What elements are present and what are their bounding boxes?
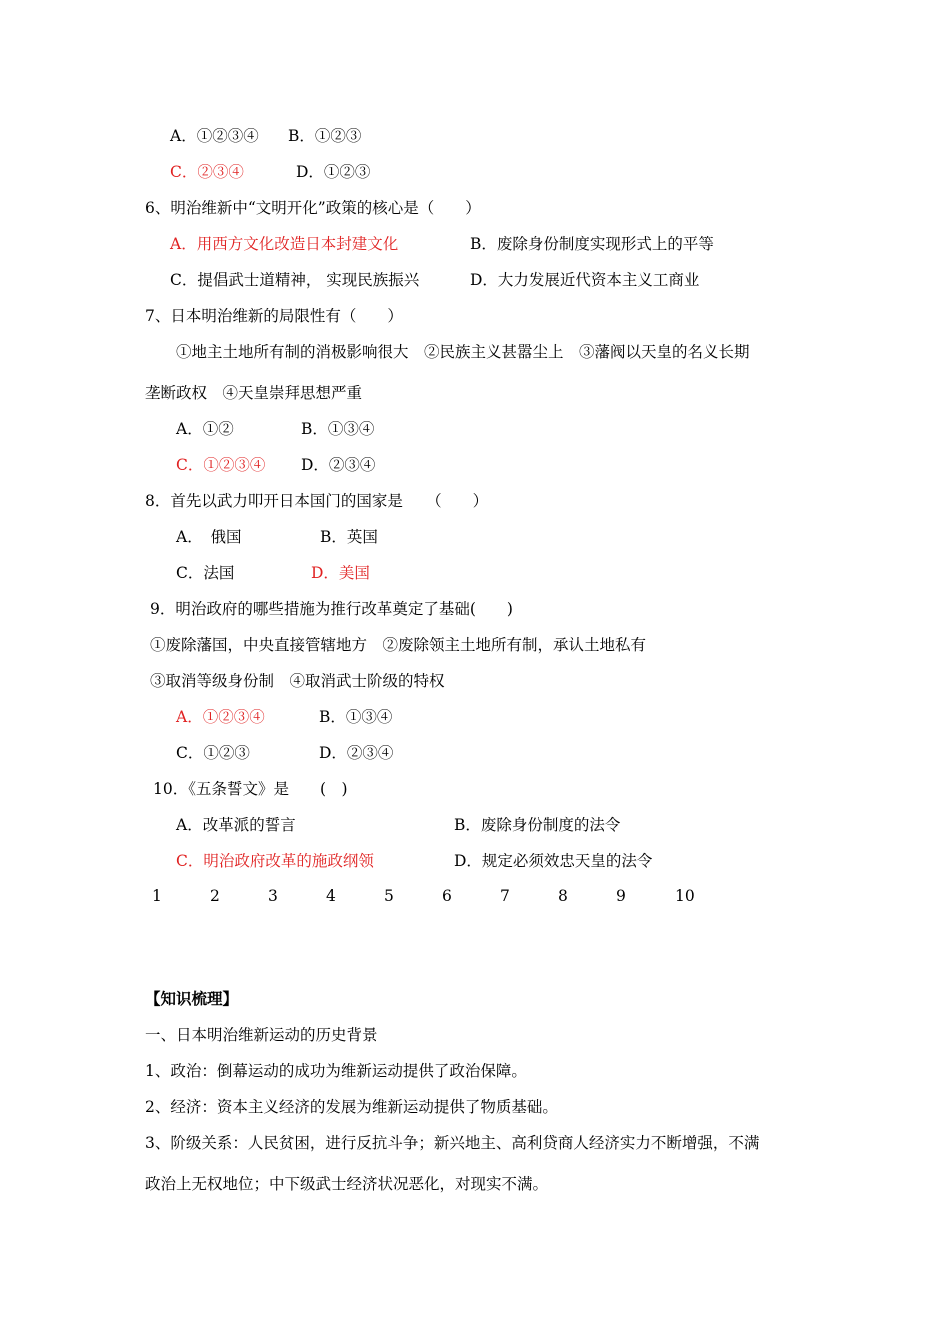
q9-option-a-answer: A．①②③④: [176, 708, 265, 726]
q8-stem: 8．首先以武力叩开日本国门的国家是 （ ）: [145, 492, 489, 510]
q9-stem: 9．明治政府的哪些措施为推行改革奠定了基础( ): [150, 600, 513, 618]
q9-option-c: C．①②③: [176, 744, 250, 762]
answer-number-8: 8: [558, 887, 568, 905]
answer-number-5: 5: [384, 887, 394, 905]
q7-option-c-answer: C．①②③④: [176, 456, 266, 474]
answer-number-7: 7: [500, 887, 510, 905]
q9-statement-line2: ③取消等级身份制 ④取消武士阶级的特权: [150, 672, 445, 690]
summary-section-title: 一、日本明治维新运动的历史背景: [145, 1026, 378, 1044]
answer-number-10: 10: [675, 887, 695, 905]
q9-option-d: D．②③④: [319, 744, 394, 762]
q9-statement-line1: ①废除藩国，中央直接管辖地方 ②废除领主土地所有制，承认土地私有: [150, 636, 647, 654]
q8-option-a: A． 俄国: [176, 528, 242, 546]
q7-stem: 7、日本明治维新的局限性有（ ）: [145, 307, 403, 325]
q8-option-c: C．法国: [176, 564, 235, 582]
q5-option-a: A．①②③④: [170, 127, 259, 145]
q10-option-c-answer: C．明治政府改革的施政纲领: [176, 852, 374, 870]
q6-option-c: C．提倡武士道精神， 实现民族振兴: [170, 271, 420, 289]
q6-option-b: B．废除身份制度实现形式上的平等: [470, 235, 714, 253]
q8-option-d-answer: D．美国: [311, 564, 370, 582]
q7-option-a: A．①②: [176, 420, 234, 438]
answer-number-2: 2: [210, 887, 220, 905]
summary-item-economy: 2、经济：资本主义经济的发展为维新运动提供了物质基础。: [145, 1098, 558, 1116]
summary-item-class-line2: 政治上无权地位；中下级武士经济状况恶化，对现实不满。: [145, 1175, 549, 1193]
q9-option-b: B．①③④: [319, 708, 393, 726]
q8-option-b: B．英国: [320, 528, 378, 546]
answer-number-4: 4: [326, 887, 336, 905]
answer-number-9: 9: [616, 887, 626, 905]
q5-option-b: B．①②③: [288, 127, 362, 145]
q10-option-a: A．改革派的誓言: [176, 816, 296, 834]
summary-item-class-line1: 3、阶级关系：人民贫困，进行反抗斗争；新兴地主、高利贷商人经济实力不断增强，不满: [145, 1134, 760, 1152]
q10-option-b: B．废除身份制度的法令: [454, 816, 621, 834]
q6-option-d: D．大力发展近代资本主义工商业: [470, 271, 700, 289]
q7-statement-line1: ①地主土地所有制的消极影响很大 ②民族主义甚嚣尘上 ③藩阀以天皇的名义长期: [176, 343, 750, 361]
answer-number-3: 3: [268, 887, 278, 905]
summary-heading: 【知识梳理】: [145, 989, 239, 1008]
q7-option-b: B．①③④: [301, 420, 375, 438]
q10-option-d: D．规定必须效忠天皇的法令: [454, 852, 653, 870]
q7-statement-line2: 垄断政权 ④天皇崇拜思想严重: [145, 384, 363, 402]
q6-stem: 6、明治维新中“文明开化”政策的核心是（ ）: [145, 199, 481, 217]
answer-number-6: 6: [442, 887, 452, 905]
summary-item-politics: 1、政治：倒幕运动的成功为维新运动提供了政治保障。: [145, 1062, 527, 1080]
q6-option-a-answer: A．用西方文化改造日本封建文化: [170, 235, 399, 253]
q5-option-c-answer: C．②③④: [170, 163, 244, 181]
q5-option-d: D．①②③: [296, 163, 371, 181]
q7-option-d: D．②③④: [301, 456, 376, 474]
q10-stem: 10．《五条誓文》是 ( ): [153, 780, 348, 798]
answer-number-1: 1: [152, 887, 162, 905]
